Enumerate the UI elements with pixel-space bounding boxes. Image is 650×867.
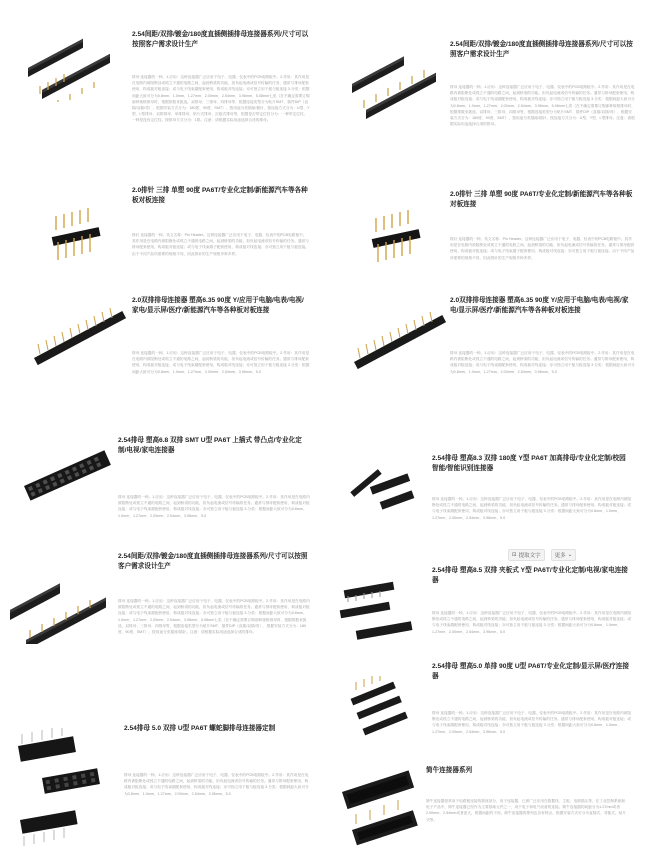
text-scan-icon: ⊡	[512, 552, 517, 558]
more-label: 更多	[554, 553, 566, 559]
product-title[interactable]: 2.54间距/双排/镀金/180度直插侧插排母连接器系列/尺寸可以按照客户需求设计生产	[450, 41, 633, 58]
product-description: 排母 连接器的一种。1.应用：这种连接器广泛应用于电子、电器、仪表中的PCB电路板中。2.作用：其作用是在电路内被阻断处或孤立不通的电路之间，起到桥梁的功能，担负起电流或信号传输的任务。通常与排母配套使用，构成板对板连接；或与电子线束端配套使用，构成板对线连接；亦可独立用于板与板连接 3.分类：根据间距大致可分为0.8mm、1.0mm、1.27mm、2.00mm、2.54mm、3.96mm、5.0	[432, 711, 632, 734]
product-title[interactable]: 2.0排针 三排 单塑 90度 PA6T/专业化定制/新能源汽车等各种板对板连接	[450, 191, 633, 208]
product-description: 排针 连接器的一种。英文名称：Pin Header。这种连接器广泛应用于电子、电器、仪表中的PCB电路板中。其作用是在电路内被阻断处或孤立不通的电路之间，起到桥梁的功能，担负起电流或信号传输的任务。通常与排母配套使用，构成板对板连接；或与电子线束端子配套使用，构成板对线连接；亦可独立用于板与板连接。由于不同产品所需要的规格不同，因此排针的生产规格多种多样。	[450, 237, 635, 260]
product-description: 简牛连接器是常用于电路板连接的插座部分，用于连接器，已被广泛应用在数据线、主板、电源插头等，在工业控制系统和电子产品中，简牛连接器已经作为主要基础元件之一，用于电子和电气设备的连接。简牛连接器的间距分为1.27mm或者2.00mm、2.54mm或者更大，根据间距的不同，简牛连接器的排列也各有特点。根据安装方式可分为直插式、弯插式、贴片式等。	[426, 799, 626, 822]
product-image	[344, 302, 454, 372]
product-title[interactable]: 2.54间距/双排/镀金/180度直插侧插排母连接器系列/尺寸可以按照客户需求设计生产	[118, 553, 308, 570]
product-description: 排母 连接器的一种。1.应用：这种连接器广泛应用于电子、电器、仪表中的PCB电路板中。2.作用：其作用是在电路内被阻断处或孤立不通的电路之间，起到桥梁的功能，担负起电流或信号传输的任务。通常与排母配套使用，构成板对板连接；或与电子线束端配套使用，构成板对线连接；亦可独立用于板与板连接 3.分类：根据间距大致可分为0.8mm、1.0mm、1.27mm、2.00mm、2.54mm、3.96mm、5.0	[132, 351, 310, 374]
product-title[interactable]: 2.54排母 塑高8.5 双排 夹板式 Y型 PA6T/专业化定制/电视/家电连接器	[432, 567, 628, 584]
extract-text-button[interactable]	[508, 549, 545, 561]
product-title[interactable]: 2.0双排排母连接器 塑高6.35 90度 Y/应用于电脑/电表/电视/家电/显示屏/医疗/新能源汽车等各种板对板连接	[132, 297, 304, 314]
product-description: 排母 连接器的一种。1.应用：这种连接器广泛应用于电子、电器、仪表中的PCB电路板中。2.作用：其作用是在电路内被阻断处或孤立不通的电路之间，起到桥梁的功能，担负起电流或信号传输的任务。通常与排母配套使用，构成板对板连接；或与电子线束端配套使用，构成板对线连接；亦可独立用于板与板连接 3.分类：根据间距大致可分为0.8mm、1.0mm、1.27mm、2.00mm、2.54mm、3.96mm、5.08mm七类（在不确定需要订购那种规格排母时，根据排数来挑选，双排母、三排母、四排母等，根据连接类型分为贴片SMT、插件DIP（直插/双插/弯）、根据安装方式分为：180度、90度、SMT），按用途分类插座/插针、按连接方式分为：U型、Y型、L型排母、双排排母、单排排母、贴片式排母、沉板式排母等，根据是否带定位柱分为：一种带定位柱，一种是没有定位柱。按排母方式分为：1排。注意：请根据实际用途选择合适的排母。	[132, 75, 310, 123]
product-description: 排母 连接器的一种。1.应用：这种连接器广泛应用于电子、电器、仪表中的PCB电路板中。2.作用：其作用是在电路内被阻断处或孤立不通的电路之间，起到桥梁的功能，担负起电流或信号传输的任务。通常与排母配套使用，构成板对板连接；或与电子线束端配套使用，构成板对线连接；亦可独立用于板与板连接 3.分类：根据间距大致可分为0.8mm、1.0mm、1.27mm、2.00mm、2.54mm、3.96mm、5.0	[118, 495, 310, 518]
product-description: 排母 连接器的一种。1.应用：这种连接器广泛应用于电子、电器、仪表中的PCB电路板中。2.作用：其作用是在电路内被阻断处或孤立不通的电路之间，起到桥梁的功能，担负起电流或信号传输的任务。通常与排母配套使用，构成板对板连接；或与电子线束端配套使用，构成板对线连接；亦可独立用于板与板连接 3.分类：根据间距大致可分为0.8mm、1.0mm、1.27mm、2.00mm、2.54mm、3.96mm、5.08mm七类（在不确定需要订购那种规格排母时，根据排数来挑选，双排母、三排母、四排母等，根据连接类型分为贴片SMT、插件DIP（直插/双插/弯）、根据安装方式分为：180度、90度、SMT），按用途分类插座/插针。注意：请根据实际用途选择合适的排母。	[118, 599, 310, 635]
product-image	[18, 30, 128, 102]
product-title[interactable]: 2.0排针 三排 单塑 90度 PA6T/专业化定制/新能源汽车等各种板对板连接	[132, 187, 308, 204]
product-description: 排针 连接器的一种。英文名称：Pin Header。这种连接器广泛应用于电子、电器、仪表中的PCB电路板中。其作用是在电路内被阻断处或孤立不通的电路之间，起到桥梁的功能，担负起电流或信号传输的任务。通常与排母配套使用，构成板对板连接；或与电子线束端子配套使用，构成板对线连接；亦可独立用于板与板连接。由于不同产品所需要的规格不同，因此排针的生产规格多种多样。	[132, 233, 309, 256]
product-image	[340, 460, 430, 520]
product-title[interactable]: 2.54排母 塑高6.8 双排 SMT U型 PA6T 上插式 带凸点/专业化定制/电视/家电连接器	[118, 437, 302, 454]
product-description: 排母 连接器的一种。1.应用：这种连接器广泛应用于电子、电器、仪表中的PCB电路板中。2.作用：其作用是在电路内被阻断处或孤立不通的电路之间，起到桥梁的功能，担负起电流或信号传输的任务。通常与排母配套使用，构成板对板连接；或与电子线束端配套使用，构成板对线连接；亦可独立用于板与板连接 3.分类：根据间距大致可分为0.8mm、1.0mm、1.27mm、2.00mm、2.54mm、3.96mm、5.0	[450, 351, 635, 374]
product-image	[18, 446, 118, 506]
product-image	[342, 676, 422, 736]
product-description: 排母 连接器的一种。1.应用：这种连接器广泛应用于电子、电器、仪表中的PCB电路板中。2.作用：其作用是在电路内被阻断处或孤立不通的电路之间，起到桥梁的功能，担负起电流或信号传输的任务。通常与排母配套使用，构成板对板连接；或与电子线束端配套使用，构成板对线连接；亦可独立用于板与板连接 3.分类：根据间距大致可分为0.8mm、1.0mm、1.27mm、2.00mm、2.54mm、3.96mm、5.0	[124, 773, 309, 796]
product-image	[362, 210, 442, 270]
product-description: 排母 连接器的一种。1.应用：这种连接器广泛应用于电子、电器、仪表中的PCB电路板中。2.作用：其作用是在电路内被阻断处或孤立不通的电路之间，起到桥梁的功能，担负起电流或信号传输的任务。通常与排母配套使用，构成板对板连接；或与电子线束端配套使用，构成板对线连接；亦可独立用于板与板连接 3.分类：根据间距大致可分为0.8mm、1.0mm、1.27mm、2.00mm、2.54mm、3.96mm、5.0	[432, 611, 632, 634]
product-title[interactable]: 简牛连接器系列	[426, 767, 473, 774]
product-image	[42, 208, 122, 268]
product-image	[12, 728, 108, 856]
product-image	[334, 576, 430, 648]
product-image	[344, 40, 450, 120]
image-toolbar	[508, 549, 576, 561]
product-image	[330, 770, 430, 860]
product-title[interactable]: 2.54排母 塑高5.0 单排 90度 U型 PA6T/专业化定制/显示屏/医疗连接器	[432, 663, 629, 680]
more-button[interactable]	[551, 549, 577, 561]
product-title[interactable]: 2.54排母 塑高8.3 双排 180度 Y型 PA6T 加高排母/专业化定制/校园智能/智能识别连接器	[432, 455, 626, 472]
product-title[interactable]: 2.54排母 5.0 双排 U型 PA6T 螺蛇脚排母连接器定制	[124, 725, 276, 732]
product-description: 排母 连接器的一种。1.应用：这种连接器广泛应用于电子、电器、仪表中的PCB电路板中。2.作用：其作用是在电路内被阻断处或孤立不通的电路之间，起到桥梁的功能，担负起电流或信号传输的任务。通常与排母配套使用，构成板对板连接；或与电子线束端配套使用，构成板对线连接；亦可独立用于板与板连接 3.分类：根据间距大致可分为0.8mm、1.0mm、1.27mm、2.00mm、2.54mm、3.96mm、5.08mm七类（在不确定需要订购那种规格排母时，根据排数来挑选，双排母、三排母、四排母等，根据连接类型分为贴片SMT、插件DIP（直插/双插/弯）、根据安装方式分为：180度、90度、SMT），按用途分类插座/插针、按连接方式分为：U型、Y型、L型排母。注意：请根据实际用途选择合适的排母。	[450, 85, 635, 127]
extract-text-label: 提取文字	[518, 553, 541, 559]
product-title[interactable]: 2.54间距/双排/镀金/180度直插侧插排母连接器系列/尺寸可以按照客户需求设计生产	[132, 31, 309, 48]
product-description: 排母 连接器的一种。1.应用：这种连接器广泛应用于电子、电器、仪表中的PCB电路板中。2.作用：其作用是在电路内被阻断处或孤立不通的电路之间，起到桥梁的功能，担负起电流或信号传输的任务。通常与排母配套使用，构成板对板连接；或与电子线束端配套使用，构成板对线连接；亦可独立用于板与板连接 3.分类：根据间距大致可分为0.8mm、1.0mm、1.27mm、2.00mm、2.54mm、3.96mm、5.0	[432, 497, 632, 520]
product-image	[6, 574, 118, 644]
product-image	[24, 300, 134, 370]
chevron-down-icon: ⌄	[567, 552, 573, 558]
product-title[interactable]: 2.0双排排母连接器 塑高6.35 90度 Y/应用于电脑/电表/电视/家电/显示屏/医疗/新能源汽车等各种板对板连接	[450, 297, 629, 314]
